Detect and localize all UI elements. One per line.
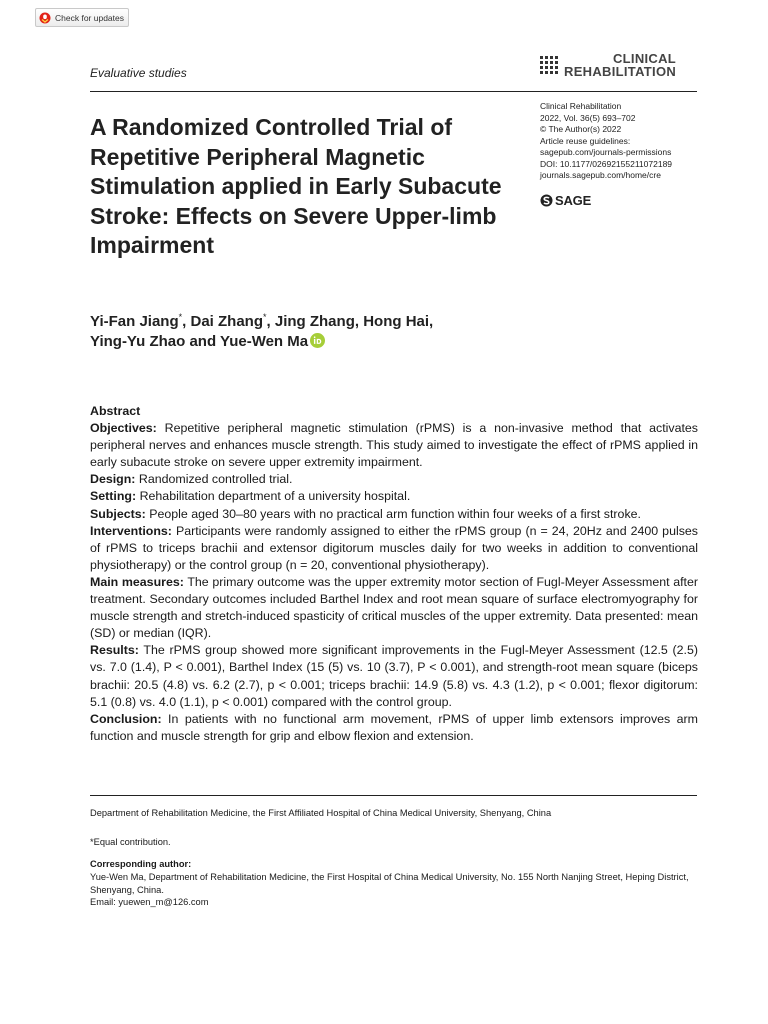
footnote-divider bbox=[90, 795, 697, 796]
journal-logo[interactable] bbox=[540, 52, 676, 78]
author-name[interactable]: Yi-Fan Jiang bbox=[90, 313, 179, 330]
journal-logo-text bbox=[564, 52, 676, 78]
author-name[interactable]: Jing Zhang bbox=[274, 313, 355, 330]
section-label: Interventions: bbox=[90, 523, 172, 538]
journal-name: Clinical Rehabilitation bbox=[540, 101, 622, 111]
abstract-heading: Abstract bbox=[90, 404, 141, 418]
article-title: A Randomized Controlled Trial of Repetitive Peripheral Magnetic Stimulation applied in Early Subacute Stroke: Effects on Severe Upper-limb Impairment bbox=[90, 114, 502, 258]
equal-contribution-footnote: *Equal contribution. bbox=[90, 837, 171, 847]
section-label: Main measures: bbox=[90, 574, 184, 589]
check-for-updates-label: Check for updates bbox=[55, 12, 124, 23]
section-text: People aged 30–80 years with no practical arm function within four weeks of a first stroke. bbox=[149, 506, 641, 521]
check-for-updates-button[interactable] bbox=[35, 8, 129, 27]
crossmark-icon bbox=[39, 12, 51, 24]
abstract-objectives bbox=[90, 420, 698, 471]
reuse-label: Article reuse guidelines: bbox=[540, 135, 631, 146]
corresponding-author-address: Yue-Wen Ma, Department of Rehabilitation Medicine, the First Hospital of China Medical University, No. 155 North Nanjing Street, Heping District, Shenyang, China. bbox=[90, 871, 689, 895]
journal-logo-line2: REHABILITATION bbox=[564, 64, 677, 79]
section-label: Design: bbox=[90, 472, 136, 487]
abstract-interventions bbox=[90, 523, 698, 574]
sage-logo-icon bbox=[540, 194, 553, 207]
equal-contribution-mark: * bbox=[178, 312, 183, 322]
abstract-main-measures bbox=[90, 574, 698, 642]
section-text: In patients with no functional arm movement, rPMS of upper limb extensors improves arm function and muscle strength for grip and elbow flexion and extension. bbox=[90, 711, 698, 743]
author-name[interactable]: Hong Hai bbox=[363, 313, 430, 330]
abstract-subjects bbox=[90, 506, 698, 523]
author-separator: , bbox=[182, 313, 191, 330]
journal-logo-mark-icon bbox=[540, 56, 558, 74]
corresponding-author-footnote bbox=[90, 858, 698, 909]
section-text: Participants were randomly assigned to either the rPMS group (n = 24, 20Hz and 2400 pulses of rPMS to triceps brachii and extensor digitorum muscles daily for two weeks in addition to conventional physiotherapy) or the control group (n = 20, conventional physiotherapy). bbox=[90, 523, 698, 572]
section-label: Setting: bbox=[90, 489, 137, 504]
author-list bbox=[90, 312, 510, 352]
article-type: Evaluative studies bbox=[90, 66, 187, 80]
section-text: Repetitive peripheral magnetic stimulation (rPMS) is a non-invasive method that activates peripheral nerves and enhances muscle strength. This study aimed to investigate the effect of rPMS applied in early subacute stroke on severe upper extremity impairment. bbox=[90, 421, 699, 470]
corresponding-author-email[interactable]: Email: yuewen_m@126.com bbox=[90, 897, 209, 908]
header-divider bbox=[90, 91, 697, 92]
section-text: Randomized controlled trial. bbox=[138, 472, 293, 487]
affiliation-footnote: Department of Rehabilitation Medicine, the First Affiliated Hospital of China Medical University, Shenyang, China bbox=[90, 808, 552, 818]
abstract-conclusion bbox=[90, 711, 698, 745]
abstract bbox=[90, 403, 698, 745]
section-label: Subjects: bbox=[90, 506, 146, 521]
author-conjunction: and bbox=[185, 333, 221, 350]
abstract-setting bbox=[90, 488, 698, 505]
author-name[interactable]: Dai Zhang bbox=[190, 313, 263, 330]
abstract-results bbox=[90, 642, 698, 710]
reuse-link[interactable]: sagepub.com/journals-permissions bbox=[540, 147, 672, 157]
section-text: The primary outcome was the upper extremity motor section of Fugl-Meyer Assessment after treatment. Secondary outcomes included Barthel Index and root mean square of surface electromyography for muscle strength and stretch-induced spasticity of critical muscles of the upper extremity. Data presented: mean (SD) or median (IQR). bbox=[90, 574, 699, 641]
abstract-design bbox=[90, 471, 698, 488]
section-label: Objectives: bbox=[90, 421, 157, 436]
volume-info: 2022, Vol. 36(5) 693–702 bbox=[540, 112, 636, 123]
author-separator: , bbox=[266, 313, 275, 330]
equal-contribution-mark: * bbox=[263, 312, 267, 322]
corresponding-author-label: Corresponding author: bbox=[90, 859, 192, 869]
article-metadata bbox=[540, 101, 720, 182]
section-text: Rehabilitation department of a university hospital. bbox=[139, 489, 411, 504]
journal-logo-line1: CLINICAL bbox=[612, 51, 677, 66]
section-text: The rPMS group showed more significant improvements in the Fugl-Meyer Assessment (12.5 (2.5) vs. 7.0 (1.4), P < 0.001), Barthel Index (15 (5) vs. 10 (3.7), P < 0.001), and strength-root mean square (biceps brachii: 20.5 (4.8) vs. 6.2 (2.7), p < 0.001; triceps brachii: 14.9 (5.8) vs. 4.3 (1.2), p < 0.001; flexor digitorum: 5.1 (0.8) vs. 4.0 (1.1), p < 0.001) compared with the control group. bbox=[90, 643, 699, 709]
author-separator: , bbox=[429, 313, 434, 330]
author-separator: , bbox=[354, 313, 364, 330]
publisher-logo[interactable] bbox=[540, 193, 591, 208]
copyright: © The Author(s) 2022 bbox=[540, 124, 622, 134]
journal-home-link[interactable]: journals.sagepub.com/home/cre bbox=[540, 170, 661, 180]
author-name[interactable]: Ying-Yu Zhao bbox=[90, 333, 186, 350]
doi-link[interactable]: DOI: 10.1177/02692155211072189 bbox=[540, 158, 673, 169]
author-name[interactable]: Yue-Wen Ma bbox=[220, 333, 309, 350]
publisher-name: SAGE bbox=[555, 193, 592, 208]
orcid-icon[interactable] bbox=[310, 333, 325, 348]
section-label: Results: bbox=[90, 643, 139, 658]
section-label: Conclusion: bbox=[90, 711, 162, 726]
